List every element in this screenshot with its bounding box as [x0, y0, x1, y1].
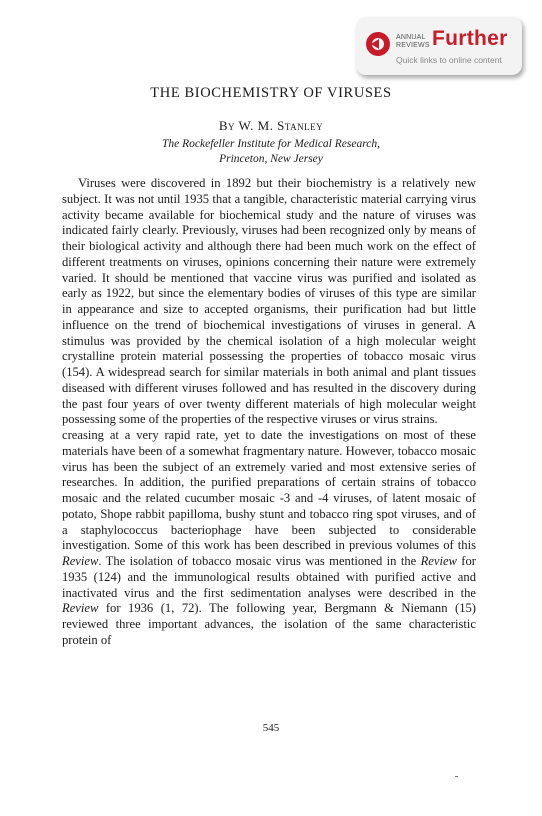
further-links-badge[interactable]: [356, 17, 522, 75]
paragraph-2-part-3: for 1935 (124) and the immunological results obtained with purified active and inactivated virus and the first sedimentation analyses were described in the: [62, 554, 476, 600]
article-body: [62, 176, 476, 649]
body-paragraph-2: [62, 428, 476, 649]
annual-reviews-label: ANNUAL REVIEWS: [396, 34, 430, 49]
page-number: 545: [262, 722, 280, 734]
review-journal-title: Review: [62, 554, 99, 568]
article-author: By W. M. Stanley: [218, 118, 324, 133]
paragraph-2-part-2: . The isolation of tobacco mosaic virus was mentioned in the: [98, 554, 421, 568]
body-paragraph-1: Viruses were discovered in 1892 but their biochemistry is a relatively new subject. It was not until 1935 that a tangible, characteristic material carrying virus activity became available for biochemical study and the nature of viruses was indicated fairly clearly. Previously, viruses had been recognized only by means of their biological activity and although there had been much work on the effect of different treatments on viruses, opinions concerning their nature were extremely varied. It should be mentioned that vaccine virus was purified and isolated as early as 1922, but since the elementary bodies of viruses of this type are similar in appearance and size to accepted organisms, their purification had but little influence on the trend of biochemical investigations of viruses in general. A stimulus was provided by the chemical isolation of a high molecular weight crystalline protein material possessing the properties of tobacco mosaic virus (154). A widespread search for similar materials in both animal and plant tissues diseased with different viruses followed and has resulted in the discovery during the past four years of over twenty different materials of high molecular weight possessing some of the properties of the respective viruses or virus strains.: [62, 176, 476, 427]
paragraph-2-part-4: for 1936 (1, 72). The following year, Bergmann & Niemann (15) reviewed three important advances, the isolation of the same characteristic protein of: [62, 601, 476, 647]
scan-mark: [455, 776, 458, 777]
further-label: Further: [432, 27, 508, 50]
quick-links-tagline: Quick links to online content: [396, 55, 502, 65]
affiliation-line-1: The Rockefeller Institute for Medical Research,: [161, 138, 380, 150]
review-journal-title: Review: [420, 554, 457, 568]
author-affiliation: [0, 137, 542, 167]
article-title: THE BIOCHEMISTRY OF VIRUSES: [150, 85, 392, 101]
paragraph-2-part-1: creasing at a very rapid rate, yet to date the investigations on most of these materials have been of a somewhat fragmentary nature. However, tobacco mosaic virus has been the subject of an extremely varied and most extensive series of researches. In addition, the purified preparations of certain strains of tobacco mosaic and the related cucumber mosaic -3 and -4 viruses, of latent mosaic of potato, Shope rabbit papilloma, bushy stunt and tobacco ring spot viruses, and of a staphylococcus bacteriophage have been subjected to considerable investigation. Some of this work has been described in previous volumes of this: [62, 428, 476, 553]
review-journal-title: Review: [62, 601, 99, 616]
affiliation-line-2: Princeton, New Jersey: [219, 153, 323, 165]
annual-reviews-logo-icon: [366, 32, 390, 56]
